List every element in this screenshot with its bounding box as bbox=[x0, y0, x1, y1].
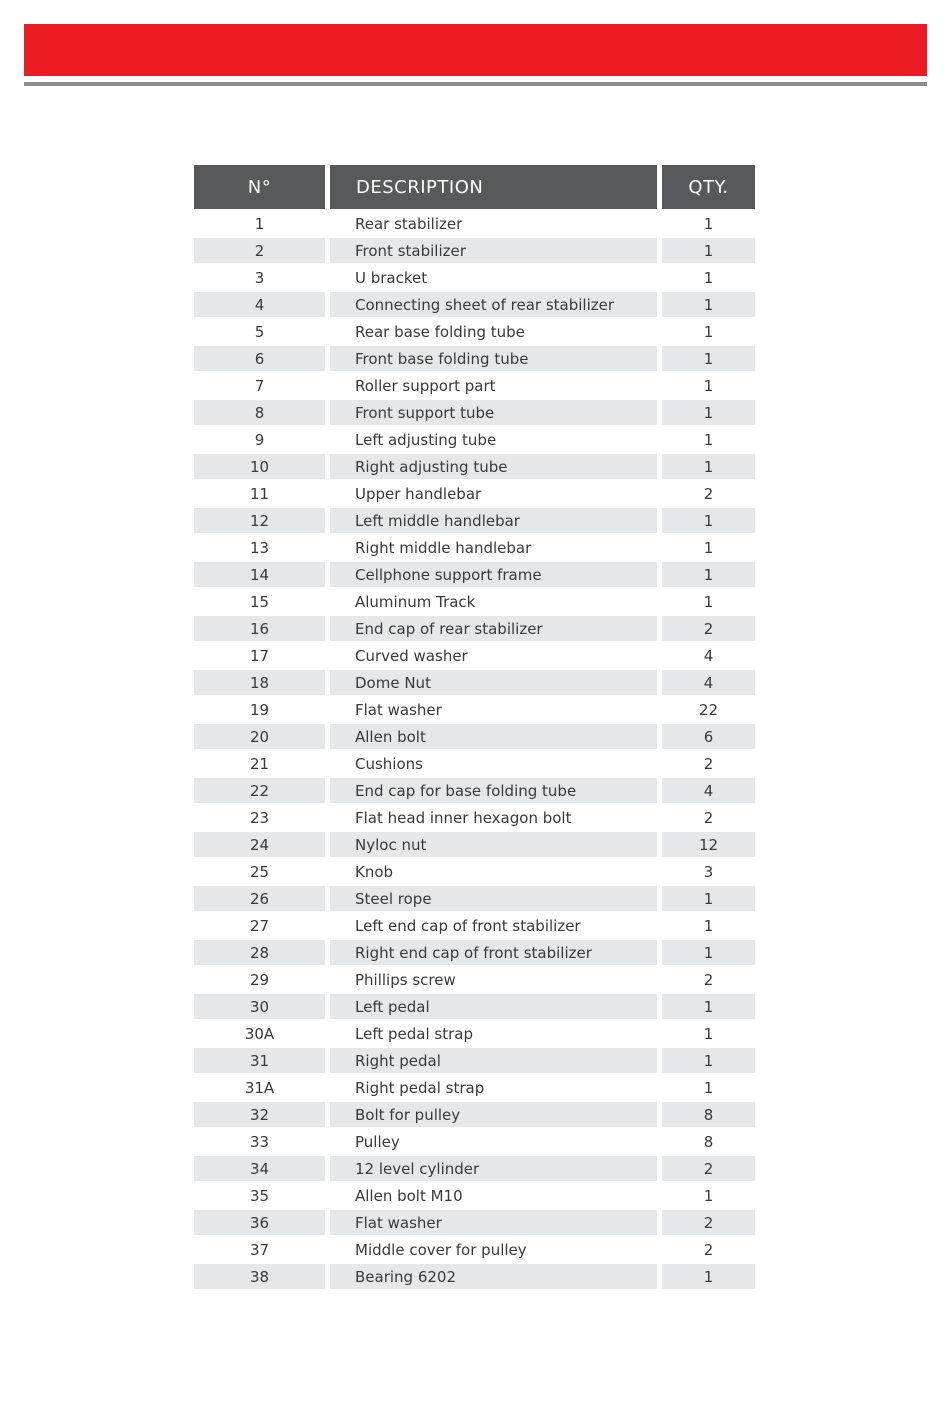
table-row bbox=[194, 291, 755, 318]
table-row bbox=[194, 561, 755, 588]
cell-quantity: 12 bbox=[662, 832, 755, 857]
cell-description: Bolt for pulley bbox=[330, 1102, 657, 1127]
table-row bbox=[194, 210, 755, 237]
table-header-row bbox=[194, 165, 755, 209]
cell-quantity: 1 bbox=[662, 454, 755, 479]
cell-quantity: 1 bbox=[662, 994, 755, 1019]
cell-number: 26 bbox=[194, 886, 325, 911]
cell-number: 10 bbox=[194, 454, 325, 479]
cell-description: Left pedal strap bbox=[355, 1024, 473, 1043]
table-row bbox=[194, 831, 755, 858]
cell-quantity: 6 bbox=[662, 724, 755, 749]
cell-quantity: 1 bbox=[662, 562, 755, 587]
table-body bbox=[194, 210, 755, 1290]
table-row bbox=[194, 1128, 755, 1155]
cell-number: 34 bbox=[194, 1156, 325, 1181]
cell-quantity: 1 bbox=[703, 430, 714, 449]
cell-description: Right pedal strap bbox=[355, 1078, 485, 1097]
table-row bbox=[194, 696, 755, 723]
cell-number: 29 bbox=[249, 970, 270, 989]
table-row bbox=[194, 669, 755, 696]
column-header-description: DESCRIPTION bbox=[330, 165, 657, 209]
cell-quantity: 2 bbox=[703, 970, 714, 989]
cell-number: 31A bbox=[244, 1078, 275, 1097]
cell-description: Dome Nut bbox=[330, 670, 657, 695]
cell-quantity: 2 bbox=[703, 808, 714, 827]
cell-number: 20 bbox=[194, 724, 325, 749]
table-row bbox=[194, 480, 755, 507]
cell-number: 28 bbox=[194, 940, 325, 965]
cell-description: Front support tube bbox=[330, 400, 657, 425]
table-row bbox=[194, 750, 755, 777]
cell-quantity: 2 bbox=[703, 754, 714, 773]
table-row bbox=[194, 1236, 755, 1263]
cell-number: 4 bbox=[194, 292, 325, 317]
cell-description: Nyloc nut bbox=[330, 832, 657, 857]
table-row bbox=[194, 237, 755, 264]
cell-description: Cellphone support frame bbox=[330, 562, 657, 587]
cell-number: 11 bbox=[249, 484, 270, 503]
cell-description: Middle cover for pulley bbox=[355, 1240, 527, 1259]
cell-number: 2 bbox=[194, 238, 325, 263]
cell-quantity: 1 bbox=[662, 886, 755, 911]
cell-description: Right pedal bbox=[330, 1048, 657, 1073]
table-row bbox=[194, 885, 755, 912]
cell-quantity: 1 bbox=[703, 376, 714, 395]
cell-quantity: 1 bbox=[703, 1186, 714, 1205]
cell-description: End cap for base folding tube bbox=[330, 778, 657, 803]
table-row bbox=[194, 399, 755, 426]
cell-quantity: 1 bbox=[662, 238, 755, 263]
cell-number: 25 bbox=[249, 862, 270, 881]
column-header-quantity: QTY. bbox=[662, 165, 755, 209]
table-row bbox=[194, 534, 755, 561]
cell-quantity: 1 bbox=[703, 1078, 714, 1097]
cell-description: Left adjusting tube bbox=[355, 430, 497, 449]
cell-description: Pulley bbox=[355, 1132, 400, 1151]
cell-quantity: 4 bbox=[703, 646, 714, 665]
cell-quantity: 3 bbox=[703, 862, 714, 881]
cell-description: Roller support part bbox=[355, 376, 496, 395]
cell-number: 18 bbox=[194, 670, 325, 695]
cell-quantity: 1 bbox=[703, 268, 714, 287]
table-row bbox=[194, 804, 755, 831]
cell-description: Rear base folding tube bbox=[355, 322, 525, 341]
cell-number: 13 bbox=[249, 538, 270, 557]
table-row bbox=[194, 588, 755, 615]
cell-quantity: 2 bbox=[703, 484, 714, 503]
table-row bbox=[194, 264, 755, 291]
cell-quantity: 1 bbox=[703, 322, 714, 341]
cell-quantity: 8 bbox=[703, 1132, 714, 1151]
table-row bbox=[194, 939, 755, 966]
cell-number: 21 bbox=[249, 754, 270, 773]
table-row bbox=[194, 372, 755, 399]
cell-number: 22 bbox=[194, 778, 325, 803]
cell-quantity: 1 bbox=[662, 346, 755, 371]
cell-description: Flat head inner hexagon bolt bbox=[355, 808, 572, 827]
cell-number: 3 bbox=[254, 268, 265, 287]
table-row bbox=[194, 318, 755, 345]
cell-quantity: 1 bbox=[662, 1264, 755, 1289]
cell-number: 27 bbox=[249, 916, 270, 935]
cell-quantity: 1 bbox=[703, 214, 714, 233]
cell-number: 14 bbox=[194, 562, 325, 587]
cell-number: 38 bbox=[194, 1264, 325, 1289]
cell-description: Right end cap of front stabilizer bbox=[330, 940, 657, 965]
cell-description: Knob bbox=[355, 862, 394, 881]
cell-quantity: 4 bbox=[662, 670, 755, 695]
cell-number: 30 bbox=[194, 994, 325, 1019]
cell-quantity: 1 bbox=[662, 940, 755, 965]
cell-description: End cap of rear stabilizer bbox=[330, 616, 657, 641]
table-row bbox=[194, 858, 755, 885]
cell-quantity: 8 bbox=[662, 1102, 755, 1127]
table-row bbox=[194, 966, 755, 993]
cell-quantity: 2 bbox=[703, 1240, 714, 1259]
cell-description: Curved washer bbox=[355, 646, 468, 665]
table-row bbox=[194, 912, 755, 939]
cell-number: 35 bbox=[249, 1186, 270, 1205]
table-row bbox=[194, 426, 755, 453]
cell-quantity: 1 bbox=[703, 592, 714, 611]
cell-quantity: 2 bbox=[662, 1156, 755, 1181]
table-row bbox=[194, 615, 755, 642]
cell-number: 36 bbox=[194, 1210, 325, 1235]
cell-number: 12 bbox=[194, 508, 325, 533]
cell-number: 19 bbox=[249, 700, 270, 719]
cell-description: 12 level cylinder bbox=[330, 1156, 657, 1181]
header-gray-rule bbox=[24, 82, 927, 86]
cell-number: 32 bbox=[194, 1102, 325, 1127]
table-row bbox=[194, 1101, 755, 1128]
cell-number: 16 bbox=[194, 616, 325, 641]
cell-description: Rear stabilizer bbox=[355, 214, 463, 233]
cell-quantity: 1 bbox=[662, 508, 755, 533]
cell-description: Aluminum Track bbox=[355, 592, 476, 611]
cell-number: 15 bbox=[249, 592, 270, 611]
header-red-bar bbox=[24, 24, 927, 76]
cell-quantity: 1 bbox=[662, 292, 755, 317]
cell-quantity: 1 bbox=[703, 1024, 714, 1043]
cell-quantity: 22 bbox=[698, 700, 719, 719]
cell-quantity: 2 bbox=[662, 616, 755, 641]
table-row bbox=[194, 1263, 755, 1290]
cell-quantity: 1 bbox=[662, 1048, 755, 1073]
cell-description: Front base folding tube bbox=[330, 346, 657, 371]
cell-number: 17 bbox=[249, 646, 270, 665]
table-row bbox=[194, 723, 755, 750]
cell-description: Left middle handlebar bbox=[330, 508, 657, 533]
cell-number: 1 bbox=[254, 214, 265, 233]
cell-number: 9 bbox=[254, 430, 265, 449]
cell-description: Left pedal bbox=[330, 994, 657, 1019]
table-row bbox=[194, 1209, 755, 1236]
cell-description: Bearing 6202 bbox=[330, 1264, 657, 1289]
column-header-number: N° bbox=[194, 165, 325, 209]
cell-quantity: 4 bbox=[662, 778, 755, 803]
table-row bbox=[194, 993, 755, 1020]
cell-quantity: 1 bbox=[703, 916, 714, 935]
cell-description: U bracket bbox=[355, 268, 428, 287]
cell-description: Flat washer bbox=[330, 1210, 657, 1235]
cell-number: 24 bbox=[194, 832, 325, 857]
table-row bbox=[194, 1074, 755, 1101]
cell-description: Upper handlebar bbox=[355, 484, 482, 503]
table-row bbox=[194, 453, 755, 480]
table-row bbox=[194, 1047, 755, 1074]
table-row bbox=[194, 777, 755, 804]
table-row bbox=[194, 345, 755, 372]
cell-number: 7 bbox=[254, 376, 265, 395]
cell-quantity: 1 bbox=[662, 400, 755, 425]
cell-number: 33 bbox=[249, 1132, 270, 1151]
cell-description: Cushions bbox=[355, 754, 423, 773]
parts-list-table bbox=[194, 165, 755, 1290]
cell-description: Flat washer bbox=[355, 700, 442, 719]
cell-description: Steel rope bbox=[330, 886, 657, 911]
cell-description: Allen bolt bbox=[330, 724, 657, 749]
table-row bbox=[194, 1182, 755, 1209]
table-row bbox=[194, 642, 755, 669]
cell-number: 8 bbox=[194, 400, 325, 425]
cell-number: 5 bbox=[254, 322, 265, 341]
cell-description: Allen bolt M10 bbox=[355, 1186, 463, 1205]
cell-description: Right adjusting tube bbox=[330, 454, 657, 479]
cell-number: 37 bbox=[249, 1240, 270, 1259]
cell-description: Left end cap of front stabilizer bbox=[355, 916, 581, 935]
cell-quantity: 1 bbox=[703, 538, 714, 557]
table-row bbox=[194, 507, 755, 534]
cell-number: 31 bbox=[194, 1048, 325, 1073]
cell-description: Phillips screw bbox=[355, 970, 456, 989]
cell-number: 6 bbox=[194, 346, 325, 371]
table-row bbox=[194, 1155, 755, 1182]
cell-description: Connecting sheet of rear stabilizer bbox=[330, 292, 657, 317]
cell-number: 30A bbox=[244, 1024, 275, 1043]
cell-description: Front stabilizer bbox=[330, 238, 657, 263]
cell-number: 23 bbox=[249, 808, 270, 827]
cell-quantity: 2 bbox=[662, 1210, 755, 1235]
cell-description: Right middle handlebar bbox=[355, 538, 532, 557]
table-row bbox=[194, 1020, 755, 1047]
